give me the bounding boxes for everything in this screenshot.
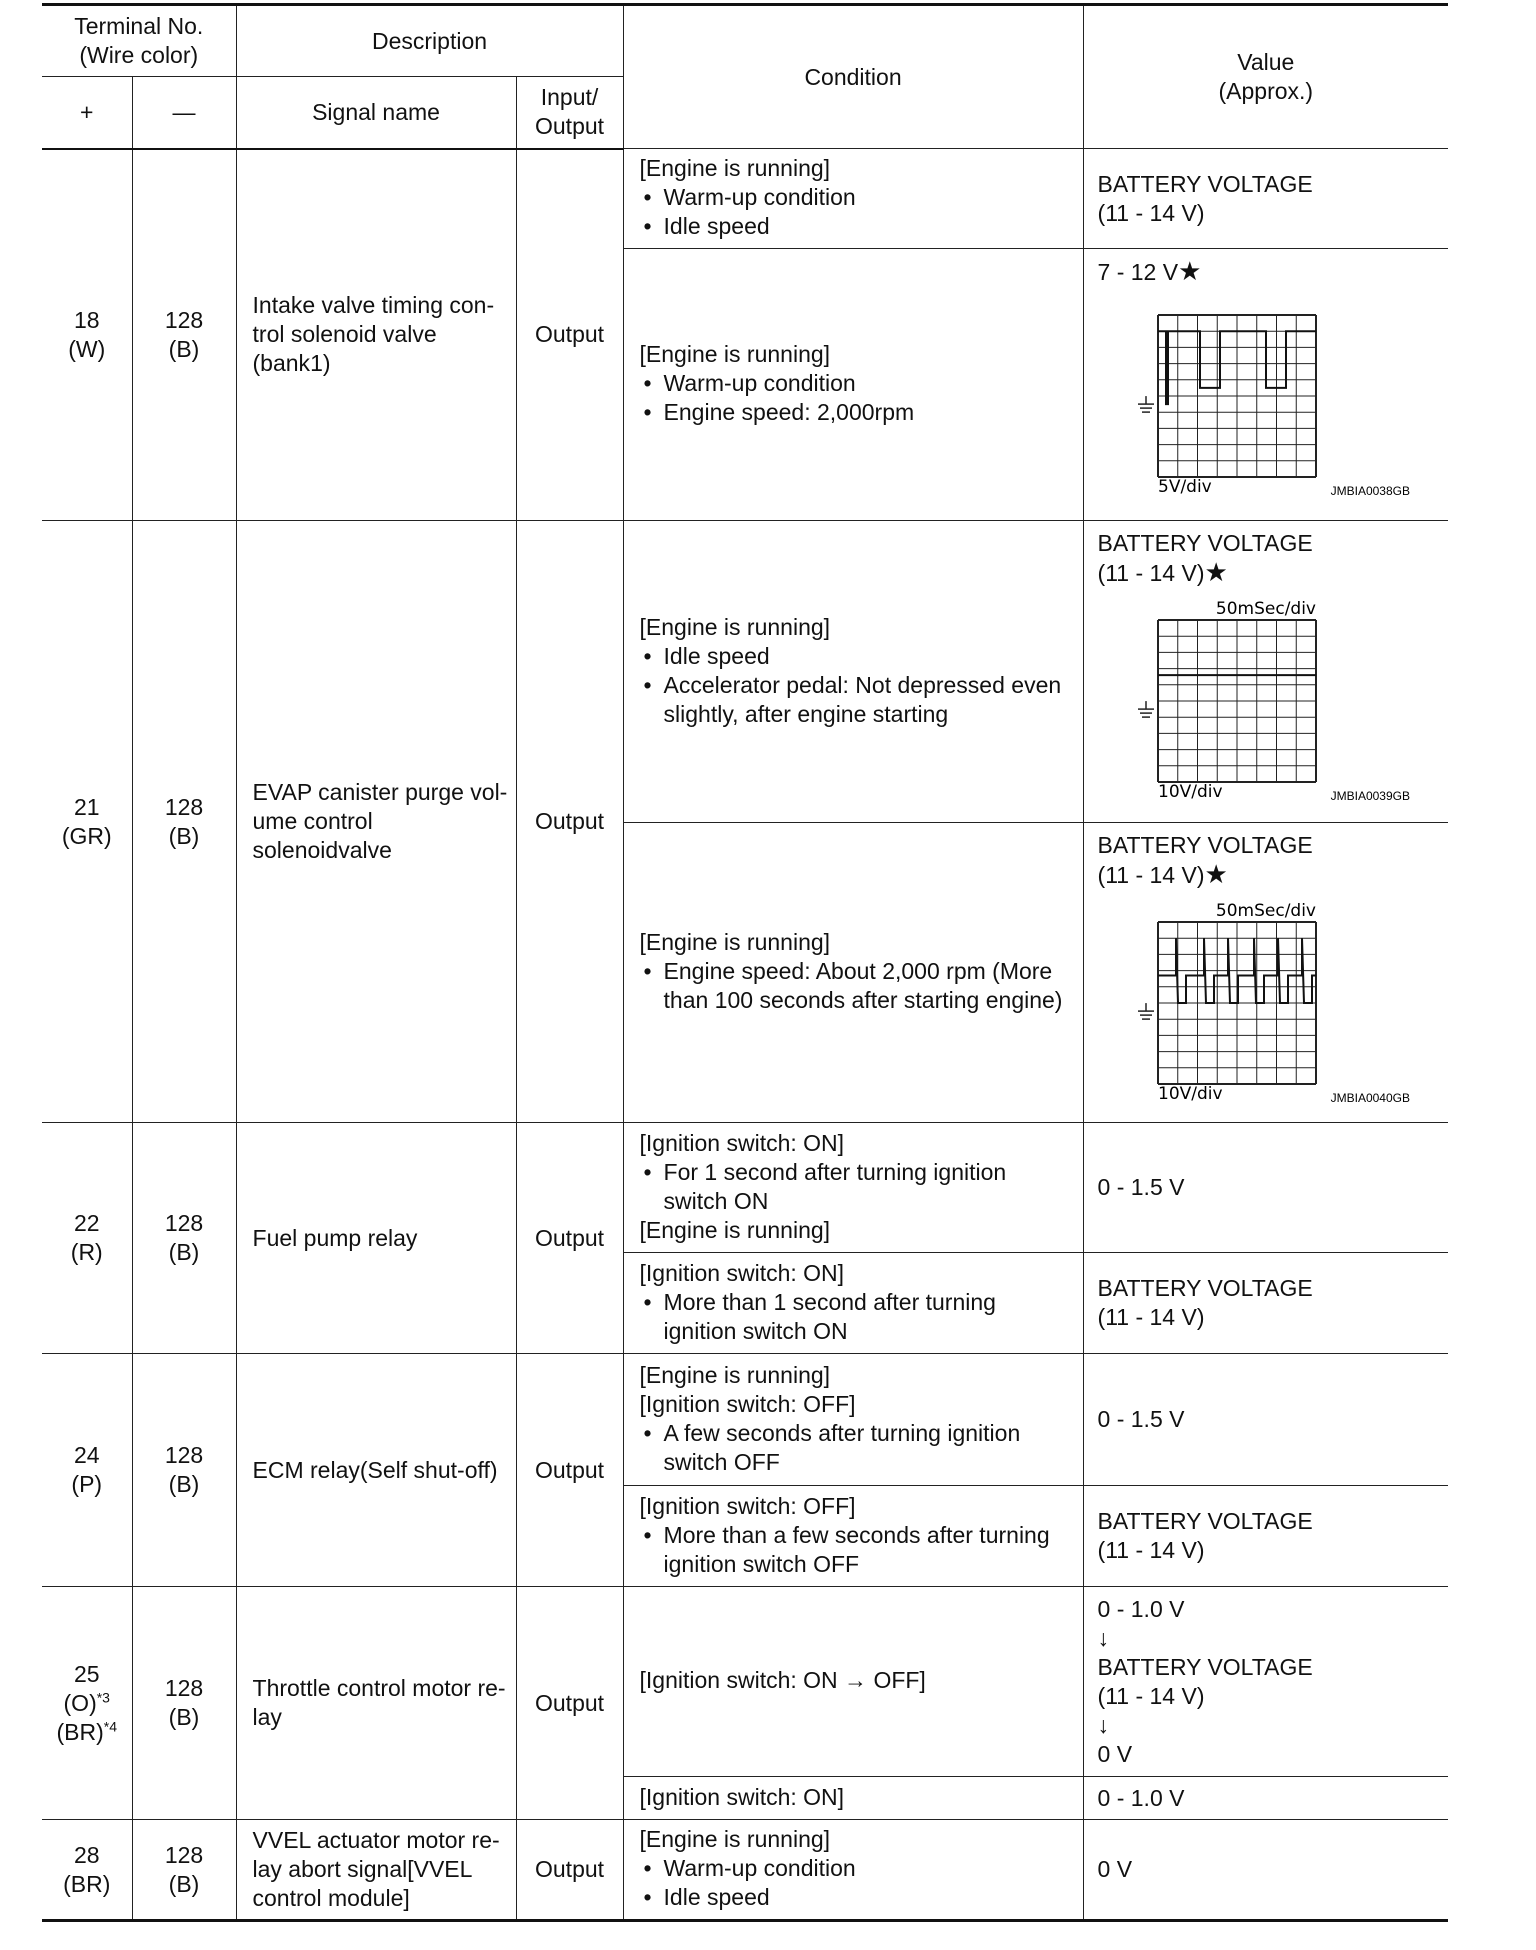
table-row (42, 1123, 1448, 1253)
plus-header: + (42, 77, 132, 149)
terminal-number: 128 (164, 1210, 204, 1236)
input-output-cell: Output (516, 1123, 623, 1354)
star-icon: ★ (1178, 256, 1202, 286)
condition-line: [Ignition switch: OFF] (639, 1492, 856, 1519)
waveform-figure (1098, 890, 1449, 1105)
condition-line: [Engine is running] (639, 1826, 831, 1852)
wire-color: (B) (168, 1704, 200, 1730)
signal-name-line: Throttle control motor re- (252, 1675, 506, 1701)
condition-line: [Ignition switch: ON] (639, 1783, 845, 1810)
signal-name-line: trol solenoid valve (bank (252, 321, 437, 377)
value-cell (1083, 1587, 1448, 1777)
value-cell (1083, 1123, 1448, 1253)
value-line: BATTERY VOLTAGE (1097, 530, 1313, 556)
table-row (42, 149, 1448, 249)
input-output-header: Input/ Output (516, 77, 623, 149)
wire-color: (B) (168, 1870, 200, 1897)
description-header: Description (236, 5, 623, 77)
value-cell (1083, 1253, 1448, 1354)
value-line: 0 - 1.5 V (1097, 1174, 1185, 1200)
condition-bullet: • More than a few seconds after turning ignition switch OFF (640, 1521, 1075, 1579)
input-output-cell: Output (516, 149, 623, 521)
terminal-plus-cell (42, 1354, 132, 1587)
condition-bullet: • Engine speed: About 2,000 rpm (More than 100 seconds after starting engine) (640, 957, 1075, 1015)
signal-name-cell (236, 149, 516, 521)
signal-name-cell (236, 1123, 516, 1354)
condition-bullet: • For 1 second after turning ignition switch ON (640, 1158, 1075, 1216)
condition-line: [Engine is running] (639, 1361, 831, 1388)
condition-cell (623, 149, 1083, 249)
signal-name-line: lay (252, 1704, 282, 1730)
condition-cell (623, 1486, 1083, 1587)
time-scale-label: 50mSec/div (1215, 901, 1316, 921)
condition-cell (623, 823, 1083, 1123)
terminal-minus-cell (132, 521, 236, 1123)
value-line: 0 - 1.0 V (1097, 1784, 1185, 1811)
value-line: 0 V (1097, 1740, 1133, 1767)
condition-bullet: • A few seconds after turning ignition switch OFF (640, 1419, 1075, 1477)
wire-color: (B) (168, 1471, 200, 1497)
wire-color: (BR) (63, 1870, 111, 1897)
value-header: Value (Approx.) (1083, 5, 1448, 149)
signal-name-line: ume control solenoid (252, 808, 373, 863)
terminal-number: 128 (164, 793, 204, 820)
voltage-scale-label: 5V/div (1157, 477, 1212, 497)
condition-cell (623, 521, 1083, 823)
condition-line: [Engine is running] (639, 613, 831, 640)
table-row (42, 521, 1448, 823)
value-line: BATTERY VOLTAGE (1097, 1508, 1313, 1534)
value-cell (1083, 1820, 1448, 1921)
input-output-cell: Output (516, 521, 623, 1123)
time-scale-label: 50mSec/div (1215, 599, 1316, 619)
terminal-number: 28 (73, 1841, 100, 1868)
condition-line: [Ignition switch: ON] (639, 1259, 845, 1286)
condition-line: [Ignition switch: ON] (639, 1129, 845, 1156)
signal-name-cell (236, 1820, 516, 1921)
value-cell (1083, 249, 1448, 521)
value-line: 0 - 1.0 V (1097, 1595, 1185, 1622)
terminal-spec-table (42, 3, 1448, 1922)
wire-color: (B) (168, 822, 200, 849)
table-row (42, 1354, 1448, 1486)
signal-name-line: Intake valve timing con- (252, 292, 495, 319)
voltage-scale-label: 10V/div (1157, 782, 1223, 802)
condition-bullet: • Idle speed (640, 642, 1075, 671)
condition-bullet: • More than 1 second after turning ignition switch ON (640, 1288, 1075, 1346)
terminal-plus-cell (42, 1123, 132, 1354)
value-line: 0 V (1097, 1856, 1133, 1882)
value-line: (11 - 14 V)★ (1097, 859, 1228, 889)
condition-cell (623, 1253, 1083, 1354)
condition-line: [Ignition switch: OFF] (639, 1390, 856, 1417)
value-line: BATTERY VOLTAGE (1097, 170, 1313, 197)
oscilloscope-waveform (1098, 287, 1428, 498)
star-icon: ★ (1204, 557, 1228, 587)
condition-bullet: • Idle speed (640, 1883, 1075, 1912)
condition-bullet: • Idle speed (640, 212, 1075, 241)
minus-header: — (132, 77, 236, 149)
value-line: (11 - 14 V) (1097, 199, 1205, 226)
terminal-plus-cell (42, 149, 132, 521)
terminal-number: 24 (73, 1442, 100, 1468)
wire-color: (W) (68, 335, 106, 362)
terminal-minus-cell (132, 149, 236, 521)
wire-color: (B) (168, 1239, 200, 1265)
wire-color: (R) (70, 1239, 103, 1265)
value-line: BATTERY VOLTAGE (1097, 1275, 1313, 1301)
condition-cell (623, 1587, 1083, 1777)
terminal-minus-cell (132, 1123, 236, 1354)
value-line: BATTERY VOLTAGE (1097, 832, 1313, 858)
signal-name-line: [VVEL control module] (252, 1856, 472, 1911)
condition-line: [Engine is running] (639, 1216, 831, 1243)
value-line: (11 - 14 V) (1097, 1304, 1205, 1330)
signal-name-cell (236, 1354, 516, 1587)
wire-color: (P) (71, 1471, 103, 1497)
wire-color: (B) (168, 335, 200, 362)
condition-line: [Engine is running] (639, 155, 831, 181)
terminal-plus-cell (42, 1587, 132, 1820)
input-output-cell: Output (516, 1820, 623, 1921)
star-icon: ★ (1204, 859, 1228, 889)
terminal-minus-cell (132, 1587, 236, 1820)
value-line: (11 - 14 V)★ (1097, 557, 1228, 587)
oscilloscope-waveform (1098, 588, 1428, 803)
wire-color: (BR)$^{*4}$ (56, 1717, 117, 1745)
terminal-number: 18 (73, 306, 100, 333)
input-output-cell: Output (516, 1587, 623, 1820)
condition-bullet: • Warm-up condition (640, 183, 1075, 212)
terminal-number: 22 (73, 1210, 100, 1236)
terminal-no-header: Terminal No. (Wire color) (42, 5, 236, 77)
condition-bullet: • Warm-up condition (640, 1854, 1075, 1883)
condition-line: [Engine is running] (639, 929, 831, 955)
condition-bullet: • Accelerator pedal: Not depressed even slightly, after engine starting (640, 671, 1075, 729)
table-row (42, 1820, 1448, 1921)
signal-name-line: ECM relay (252, 1456, 360, 1483)
signal-name-line: (Self shut-off) (359, 1456, 498, 1483)
terminal-number: 128 (164, 1841, 204, 1868)
ground-icon (1138, 701, 1154, 717)
figure-code: JMBIA0038GB (1330, 484, 1410, 498)
condition-cell (623, 1123, 1083, 1253)
voltage-scale-label: 10V/div (1157, 1084, 1223, 1104)
terminal-number: 21 (73, 793, 100, 820)
waveform-figure (1098, 588, 1449, 803)
input-output-cell: Output (516, 1354, 623, 1587)
condition-bullet: • Engine speed: 2,000rpm (640, 398, 1075, 427)
terminal-plus-cell (42, 1820, 132, 1921)
value-line: ↓ (1097, 1711, 1110, 1738)
value-cell (1083, 521, 1448, 823)
terminal-number: 128 (164, 1442, 204, 1468)
condition-header: Condition (623, 5, 1083, 149)
wire-color: $(O)^{*3}$ (63, 1688, 110, 1716)
signal-name-cell (236, 521, 516, 1123)
wire-color: (GR) (61, 822, 112, 849)
signal-name-line: VVEL actuator motor re- (252, 1827, 500, 1853)
signal-name-line: lay abort signal (252, 1856, 408, 1882)
condition-bullet: • Warm-up condition (640, 369, 1075, 398)
signal-name-header: Signal name (236, 77, 516, 149)
value-cell (1083, 1486, 1448, 1587)
value-line: ↓ (1097, 1624, 1110, 1651)
terminal-plus-cell (42, 521, 132, 1123)
value-cell (1083, 1354, 1448, 1486)
value-line: 7 - 12 V★ (1097, 256, 1202, 286)
value-line: (11 - 14 V) (1097, 1537, 1205, 1563)
terminal-number: 128 (164, 306, 204, 333)
condition-line: [Ignition switch: ON → OFF] (639, 1667, 926, 1693)
value-cell (1083, 149, 1448, 249)
figure-code: JMBIA0039GB (1330, 789, 1410, 803)
terminal-minus-cell (132, 1820, 236, 1921)
signal-name-line: EVAP canister purge vol- (252, 779, 508, 805)
figure-code: JMBIA0040GB (1330, 1091, 1410, 1105)
signal-name-line: 1) (310, 350, 331, 377)
ground-icon (1138, 1003, 1154, 1019)
terminal-minus-cell (132, 1354, 236, 1587)
value-line: (11 - 14 V) (1097, 1682, 1205, 1709)
condition-cell (623, 1354, 1083, 1486)
value-cell (1083, 823, 1448, 1123)
signal-name-line: Fuel pump relay (252, 1224, 418, 1251)
condition-cell (623, 249, 1083, 521)
condition-cell (623, 1777, 1083, 1820)
table-row (42, 1587, 1448, 1777)
value-line: BATTERY VOLTAGE (1097, 1653, 1313, 1680)
signal-name-line: valve (338, 837, 392, 863)
value-line: 0 - 1.5 V (1097, 1406, 1185, 1432)
ground-icon (1138, 396, 1154, 412)
condition-cell (623, 1820, 1083, 1921)
terminal-number: 25 (73, 1660, 100, 1687)
value-cell (1083, 1777, 1448, 1820)
condition-line: [Engine is running] (639, 341, 831, 367)
waveform-figure (1098, 287, 1449, 498)
terminal-number: 128 (164, 1675, 204, 1701)
oscilloscope-waveform (1098, 890, 1428, 1105)
signal-name-cell (236, 1587, 516, 1820)
